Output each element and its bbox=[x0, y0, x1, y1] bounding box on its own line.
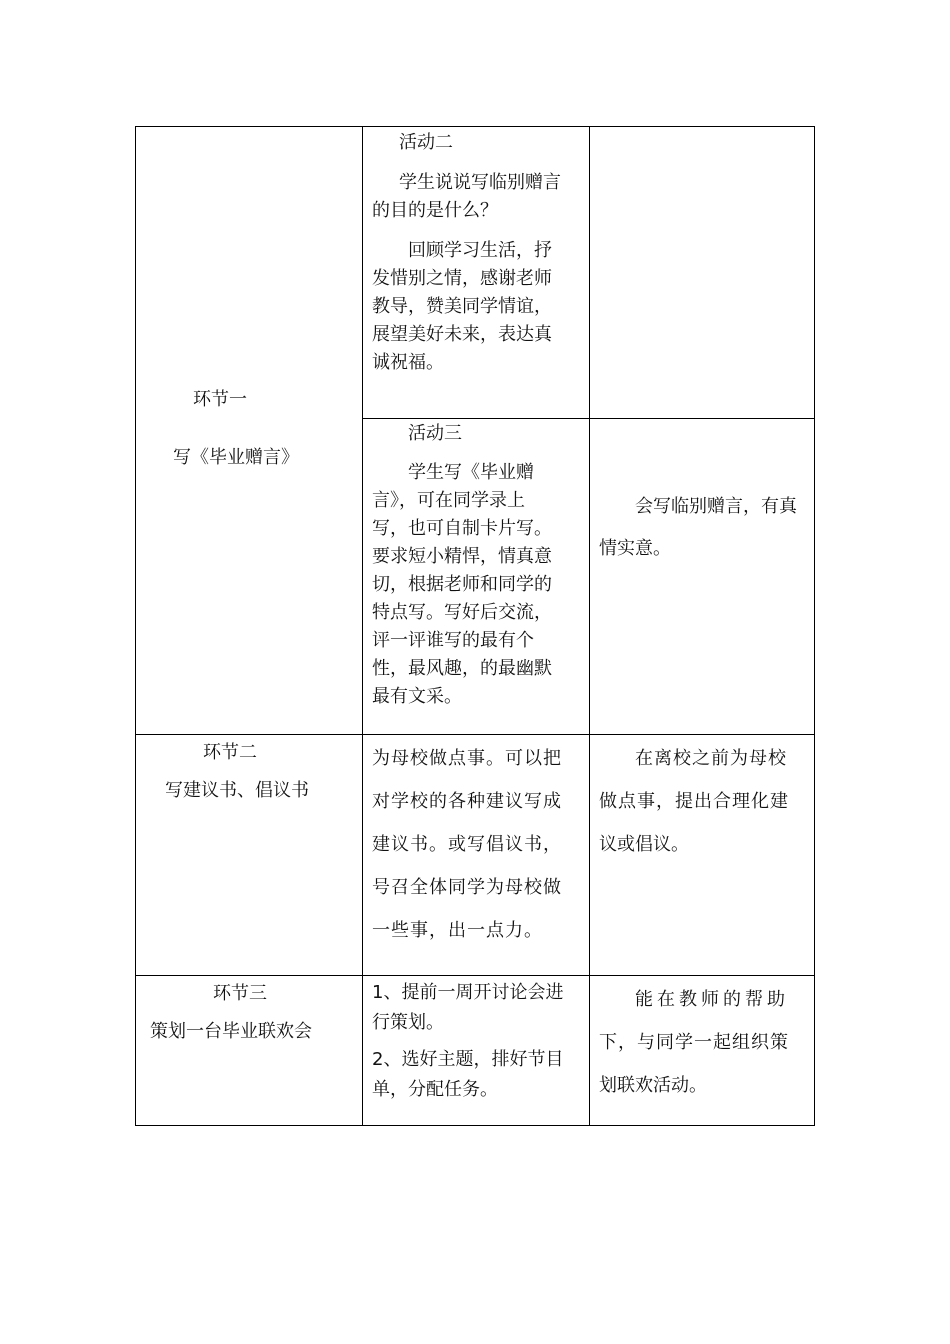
section3-activity-cell bbox=[362, 975, 590, 1126]
section3-goal bbox=[599, 978, 811, 1107]
section2-activity-line: 对学校的各种建议写成 bbox=[372, 791, 562, 812]
activity2-title: 活动二 bbox=[399, 132, 453, 153]
section1-title: 写《毕业赠言》 bbox=[173, 447, 299, 468]
activity2-goal-cell bbox=[589, 126, 815, 419]
activity2-question-line: 学生说说写临别赠言 bbox=[399, 172, 561, 193]
activity3-line: 写，也可自制卡片写。 bbox=[372, 518, 552, 539]
section2-label: 环节二 bbox=[203, 742, 257, 763]
section2-activity-line: 为母校做点事。可以把 bbox=[372, 748, 562, 769]
activity3-line: 切，根据老师和同学的 bbox=[372, 574, 552, 595]
activity3-title: 活动三 bbox=[408, 423, 462, 444]
section3-goal-line: 能在教师的帮助 bbox=[635, 989, 789, 1010]
activity3-line: 评一评谁写的最有个 bbox=[372, 630, 534, 651]
lesson-plan-table bbox=[135, 126, 815, 1126]
activity3-cell bbox=[362, 418, 590, 735]
section1-stage-cell bbox=[135, 126, 363, 735]
section3-activity-item-1 bbox=[372, 978, 587, 1038]
activity3-goal-cell bbox=[589, 418, 815, 735]
activity2-answer-line: 展望美好未来，表达真 bbox=[372, 324, 552, 345]
section3-activity-item-2 bbox=[372, 1045, 587, 1105]
section3-goal-line: 划联欢活动。 bbox=[599, 1075, 707, 1096]
section2-activity-cell bbox=[362, 734, 590, 976]
activity3-line: 要求短小精悍，情真意 bbox=[372, 546, 552, 567]
section2-activity-line: 号召全体同学为母校做 bbox=[372, 877, 562, 898]
section3-activity-line: 2、选好主题，排好节目 bbox=[372, 1049, 564, 1070]
section2-goal-line: 在离校之前为母校 bbox=[635, 748, 787, 769]
section3-label: 环节三 bbox=[213, 983, 267, 1004]
section3-title: 策划一台毕业联欢会 bbox=[150, 1021, 312, 1042]
section2-title: 写建议书、倡议书 bbox=[165, 780, 309, 801]
activity3-line: 最有文采。 bbox=[372, 686, 462, 707]
activity3-goal-line: 会写临别赠言，有真 bbox=[635, 496, 797, 517]
section3-activity-line: 1、提前一周开讨论会进 bbox=[372, 982, 564, 1003]
activity2-answer-line: 教导，赞美同学情谊， bbox=[372, 296, 552, 317]
section2-goal bbox=[599, 737, 811, 866]
activity2-question-line: 的目的是什么？ bbox=[372, 200, 498, 221]
section3-goal-line: 下，与同学一起组织策 bbox=[599, 1032, 789, 1053]
section2-goal-line: 议或倡议。 bbox=[599, 834, 689, 855]
activity2-question bbox=[372, 169, 587, 225]
section2-goal-line: 做点事，提出合理化建 bbox=[599, 791, 789, 812]
section3-stage-cell bbox=[135, 975, 363, 1126]
section2-stage-cell bbox=[135, 734, 363, 976]
section3-goal-cell bbox=[589, 975, 815, 1126]
activity3-goal bbox=[599, 486, 811, 570]
activity3-line: 学生写《毕业赠 bbox=[408, 462, 534, 483]
activity3-body bbox=[372, 459, 587, 711]
activity3-line: 性，最风趣，的最幽默 bbox=[372, 658, 552, 679]
activity2-answer-line: 诚祝福。 bbox=[372, 352, 444, 373]
section1-label: 环节一 bbox=[193, 389, 247, 410]
activity2-answer-line: 发惜别之情，感谢老师 bbox=[372, 268, 552, 289]
activity3-goal-line: 情实意。 bbox=[599, 538, 671, 559]
section2-activity bbox=[372, 737, 589, 952]
section2-activity-line: 建议书。或写倡议书， bbox=[372, 834, 562, 855]
activity2-answer-line: 回顾学习生活，抒 bbox=[408, 240, 552, 261]
activity3-line: 言》，可在同学录上 bbox=[372, 490, 525, 511]
activity2-cell bbox=[362, 126, 590, 419]
section3-activity-line: 单，分配任务。 bbox=[372, 1079, 498, 1100]
section3-activity-line: 行策划。 bbox=[372, 1012, 444, 1033]
activity3-line: 特点写。写好后交流， bbox=[372, 602, 552, 623]
activity2-answer bbox=[372, 237, 587, 377]
section2-activity-line: 一些事，出一点力。 bbox=[372, 920, 543, 941]
section2-goal-cell bbox=[589, 734, 815, 976]
